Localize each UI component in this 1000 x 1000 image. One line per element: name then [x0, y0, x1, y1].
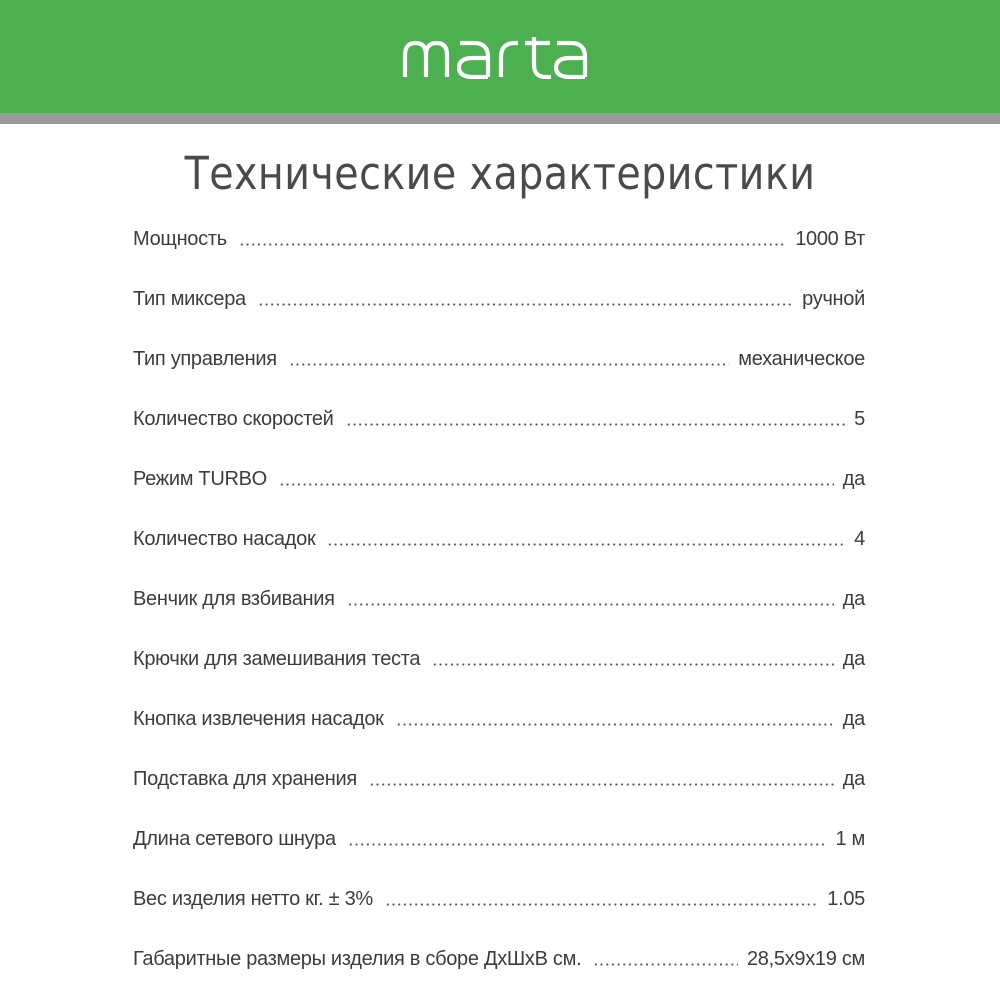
spec-label: Подставка для хранения — [133, 768, 357, 790]
dotted-leader — [348, 843, 827, 846]
spec-label: Мощность — [133, 228, 227, 250]
spec-label: Тип миксера — [133, 288, 246, 310]
spec-row — [133, 816, 865, 876]
spec-value: да — [842, 708, 865, 730]
spec-value: 5 — [854, 408, 865, 430]
spec-value: да — [842, 468, 865, 490]
spec-label: Тип управления — [133, 348, 277, 370]
spec-row — [133, 876, 865, 936]
spec-value: механическое — [738, 348, 865, 370]
spec-label: Кнопка извлечения насадок — [133, 708, 384, 730]
dotted-leader — [327, 543, 845, 546]
spec-row — [133, 336, 865, 396]
spec-label: Длина сетевого шнура — [133, 828, 336, 850]
dotted-leader — [369, 783, 834, 786]
spec-row — [133, 576, 865, 636]
dotted-leader — [289, 363, 730, 366]
spec-value: 1.05 — [827, 888, 865, 910]
spec-value: да — [842, 648, 865, 670]
dotted-leader — [385, 903, 818, 906]
spec-row — [133, 276, 865, 336]
dotted-leader — [347, 603, 834, 606]
spec-label: Количество насадок — [133, 528, 316, 550]
dotted-leader — [258, 303, 793, 306]
spec-row — [133, 696, 865, 756]
spec-row — [133, 516, 865, 576]
spec-row — [133, 396, 865, 456]
header-divider — [0, 113, 1000, 124]
marta-logo-icon — [402, 37, 598, 79]
spec-label: Вес изделия нетто кг. ± 3% — [133, 888, 373, 910]
brand-logo — [0, 18, 1000, 98]
dotted-leader — [279, 483, 834, 486]
page-title: Технические характеристики — [184, 147, 816, 200]
spec-value: да — [842, 768, 865, 790]
spec-value: да — [842, 588, 865, 610]
spec-row — [133, 456, 865, 516]
spec-value: ручной — [802, 288, 865, 310]
spec-value: 4 — [854, 528, 865, 550]
spec-value: 28,5х9х19 см — [746, 948, 865, 970]
spec-row — [133, 636, 865, 696]
spec-label: Количество скоростей — [133, 408, 334, 430]
specs-list — [133, 216, 865, 996]
dotted-leader — [346, 423, 846, 426]
spec-label: Крючки для замешивания теста — [133, 648, 421, 670]
spec-label: Венчик для взбивания — [133, 588, 335, 610]
spec-label: Габаритные размеры изделия в сборе ДхШхВ см. — [133, 948, 582, 970]
dotted-leader — [593, 963, 738, 966]
spec-row — [133, 216, 865, 276]
spec-row — [133, 756, 865, 816]
dotted-leader — [396, 723, 834, 726]
dotted-leader — [239, 243, 786, 246]
dotted-leader — [432, 663, 834, 666]
spec-label: Режим TURBO — [133, 468, 267, 490]
spec-value: 1 м — [835, 828, 865, 850]
spec-row — [133, 936, 865, 996]
spec-value: 1000 Вт — [795, 228, 865, 250]
